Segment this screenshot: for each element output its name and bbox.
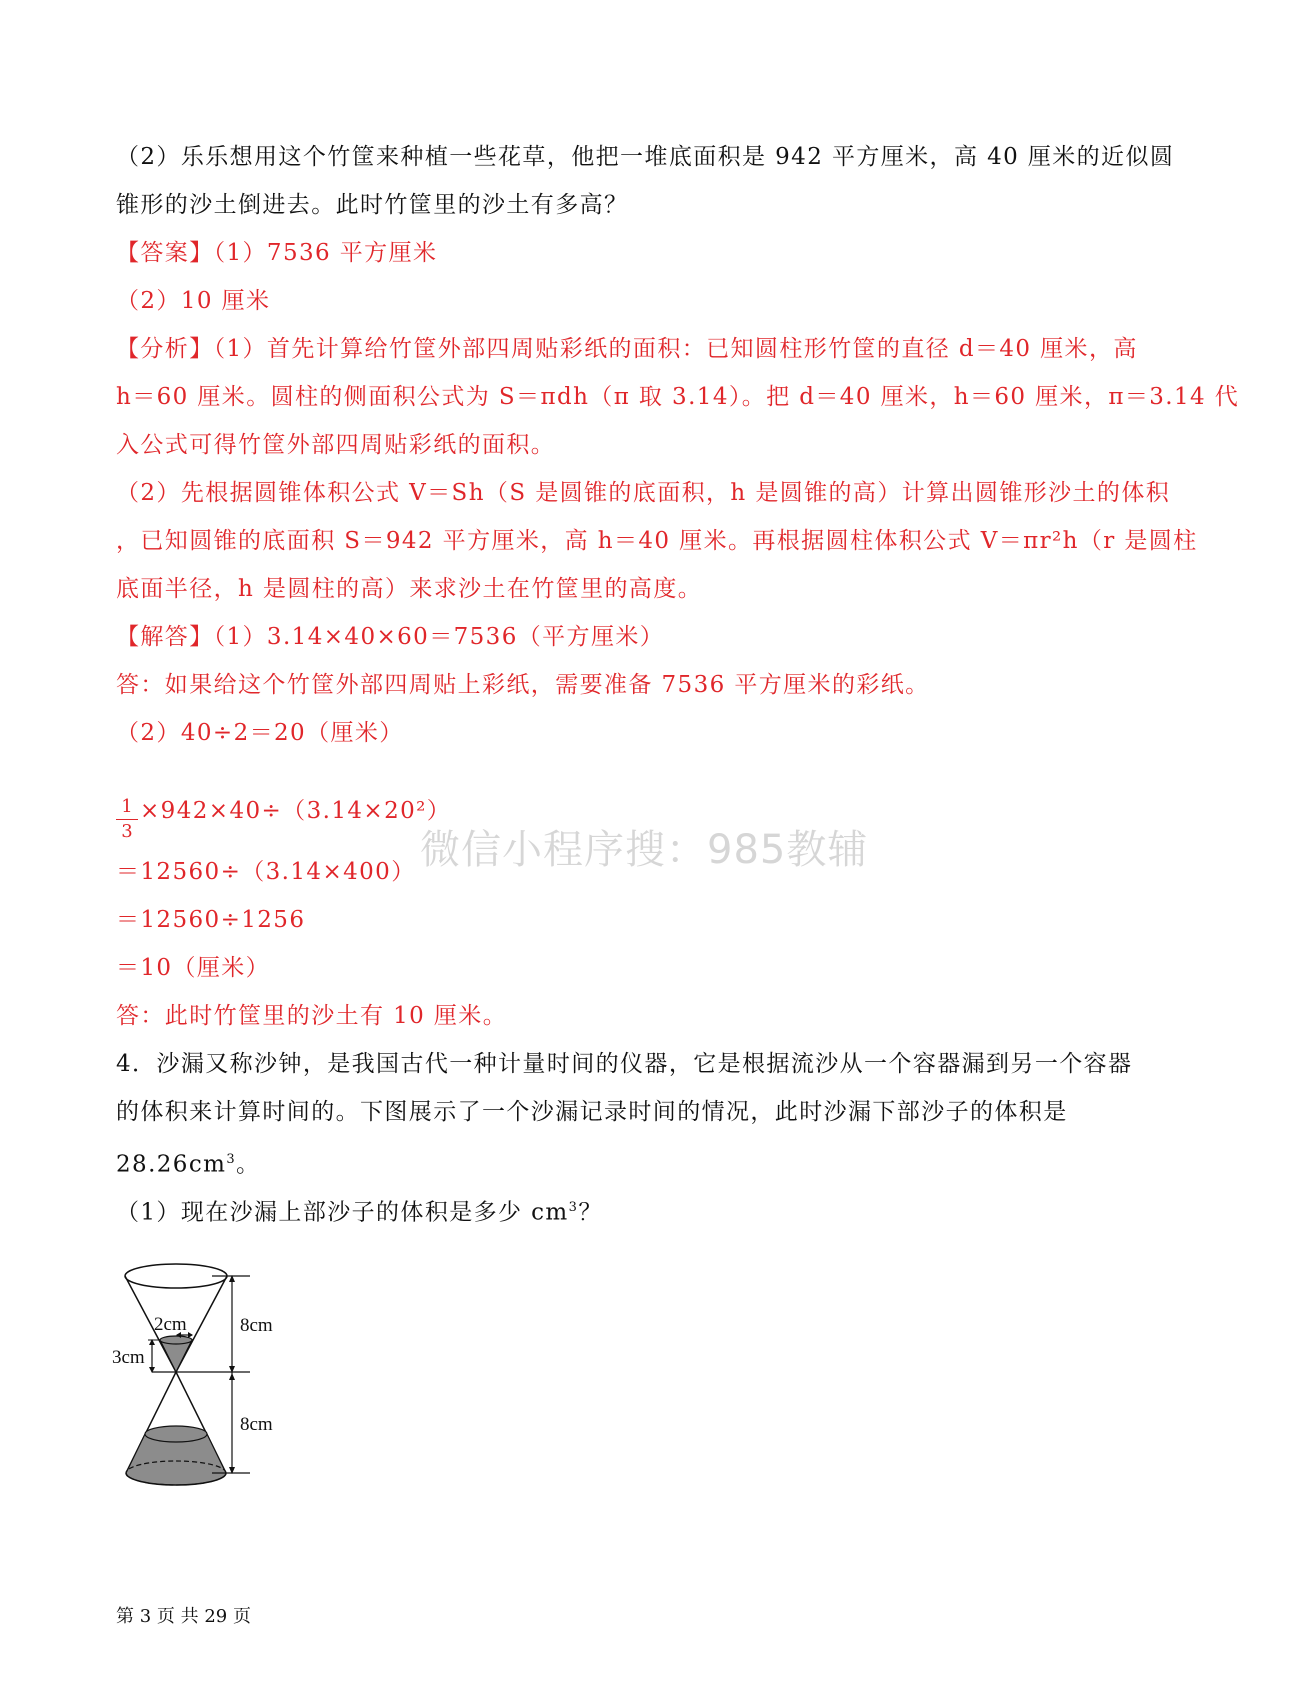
q4-1-superscript: 3 [568, 1200, 579, 1215]
fraction-denominator: 3 [121, 821, 133, 842]
line-answer-2: （2）10 厘米 [116, 288, 271, 314]
line-q4-cont: 的体积来计算时间的。下图展示了一个沙漏记录时间的情况，此时沙漏下部沙子的体积是 [116, 1099, 1068, 1125]
line-solution-answer-1: 答：如果给这个竹筐外部四周贴上彩纸，需要准备 7536 平方厘米的彩纸。 [116, 672, 930, 698]
top-cone-base [125, 1264, 227, 1288]
line-solution-2: （2）40÷2＝20（厘米） [116, 720, 404, 746]
line-q4: 4．沙漏又称沙钟，是我国古代一种计量时间的仪器，它是根据流沙从一个容器漏到另一个容器 [116, 1051, 1133, 1077]
label-lower-height: 8cm [240, 1414, 273, 1435]
line-q4-1 [116, 1193, 603, 1228]
q4-1-question-mark: ？ [578, 1199, 603, 1226]
line-solution-1: 【解答】（1）3.14×40×60＝7536（平方厘米） [116, 624, 665, 650]
volume-superscript: 3 [226, 1152, 237, 1167]
radius-arrow-head-right [188, 1332, 193, 1338]
line-calc-4: ＝10（厘米） [116, 955, 271, 981]
fraction-numerator: 1 [121, 796, 133, 817]
fraction-one-third [116, 797, 138, 842]
watermark: 微信小程序搜：985教辅 [420, 827, 869, 873]
volume-value: 28.26cm [116, 1151, 227, 1178]
line-analysis-1: 【分析】（1）首先计算给竹筐外部四周贴彩纸的面积：已知圆柱形竹筐的直径 d＝40 厘米，高 [116, 336, 1138, 362]
label-upper-height: 8cm [240, 1315, 273, 1336]
page-footer: 第 3 页 共 29 页 [116, 1606, 251, 1627]
line-calc-3: ＝12560÷1256 [116, 907, 306, 933]
line-calc-1: ×942×40÷（3.14×20²） [140, 798, 452, 824]
line-answer-1: 【答案】（1）7536 平方厘米 [116, 240, 438, 266]
line-analysis-6: 底面半径，h 是圆柱的高）来求沙土在竹筐里的高度。 [116, 576, 703, 602]
line-q2: （2）乐乐想用这个竹筐来种植一些花草，他把一堆底面积是 942 平方厘米，高 40 厘米的近似圆 [116, 144, 1175, 170]
line-q2-cont: 锥形的沙土倒进去。此时竹筐里的沙土有多高？ [116, 192, 629, 218]
lower-sand-surface [145, 1426, 207, 1442]
upper-sand [160, 1340, 192, 1372]
line-solution-answer-2: 答：此时竹筐里的沙土有 10 厘米。 [116, 1003, 508, 1029]
volume-period: 。 [236, 1151, 261, 1178]
line-analysis-4: （2）先根据圆锥体积公式 V＝Sh（S 是圆锥的底面积，h 是圆锥的高）计算出圆锥形沙土的体积 [116, 480, 1171, 506]
line-analysis-2: h＝60 厘米。圆柱的侧面积公式为 S＝πdh（π 取 3.14）。把 d＝40 厘米，h＝60 厘米，π＝3.14 代 [116, 384, 1240, 410]
hourglass-figure [112, 1258, 302, 1508]
line-analysis-3: 入公式可得竹筐外部四周贴彩纸的面积。 [116, 432, 556, 458]
label-sand-height: 3cm [112, 1347, 145, 1368]
line-q4-volume [116, 1145, 260, 1180]
label-radius: 2cm [154, 1314, 187, 1335]
upper-sand-surface [160, 1336, 192, 1344]
q4-1-text: （1）现在沙漏上部沙子的体积是多少 cm [116, 1199, 569, 1226]
line-calc-2: ＝12560÷（3.14×400） [116, 859, 416, 885]
line-analysis-5: ，已知圆锥的底面积 S＝942 平方厘米，高 h＝40 厘米。再根据圆柱体积公式 V＝πr²h（r 是圆柱 [116, 528, 1198, 554]
